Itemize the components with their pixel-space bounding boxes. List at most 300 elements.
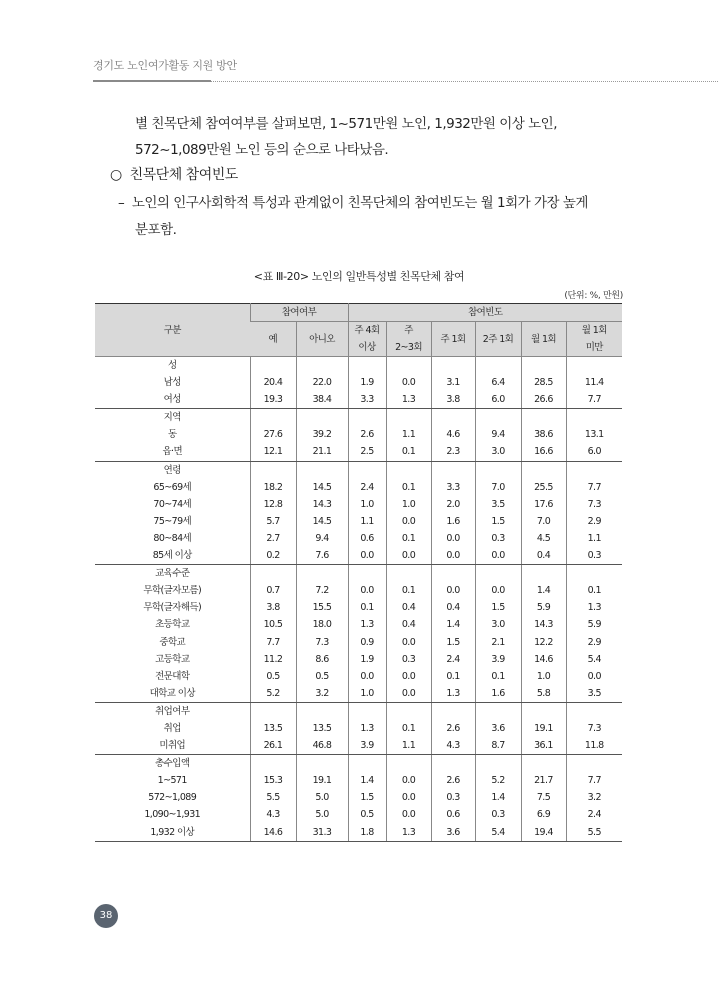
table-cell: 2.6	[431, 772, 475, 789]
column-header-text: 2~3회	[395, 342, 422, 353]
table-cell: 1.1	[566, 530, 622, 547]
table-cell: 11.2	[250, 651, 296, 668]
empty-cell	[296, 702, 348, 720]
table-cell: 0.1	[386, 582, 431, 599]
table-cell: 0.3	[475, 530, 521, 547]
empty-cell	[348, 755, 386, 773]
paragraph-line: 분포함.	[135, 222, 177, 238]
column-header-text: 아니오	[309, 333, 335, 345]
table-row	[95, 737, 622, 755]
empty-cell	[386, 461, 431, 479]
table-row	[95, 479, 622, 496]
table-section-row	[95, 702, 622, 720]
row-label: 65~69세	[153, 481, 192, 493]
table-cell: 4.3	[250, 806, 296, 823]
table-cell: 1.3	[386, 824, 431, 842]
table-cell: 10.5	[250, 616, 296, 633]
table-cell: 7.7	[566, 772, 622, 789]
table-cell: 19.1	[521, 720, 566, 737]
table-section-row	[95, 461, 622, 479]
column-header-text: 2주 1회	[482, 333, 514, 345]
table-cell: 22.0	[296, 374, 348, 391]
table-cell: 5.4	[475, 824, 521, 842]
empty-cell	[296, 565, 348, 583]
table-cell: 8.6	[296, 651, 348, 668]
table-cell: 2.5	[348, 443, 386, 461]
empty-cell	[348, 702, 386, 720]
table-cell: 1.9	[348, 651, 386, 668]
section-label: 지역	[163, 412, 181, 424]
table-cell: 0.1	[386, 720, 431, 737]
empty-cell	[386, 755, 431, 773]
table-cell: 1.9	[348, 374, 386, 391]
table-cell: 15.5	[296, 599, 348, 616]
table-cell: 5.7	[250, 513, 296, 530]
table-cell: 1.4	[475, 789, 521, 806]
table-cell: 1.0	[348, 496, 386, 513]
empty-cell	[475, 461, 521, 479]
dash-item-text: 노인의 인구사회학적 특성과 관계없이 친목단체의 참여빈도는 월 1회가 가장 높게	[131, 195, 588, 211]
running-header: 경기도 노인여가활동 지원 방안	[93, 59, 237, 72]
table-cell: 39.2	[296, 426, 348, 443]
table-cell: 0.1	[386, 479, 431, 496]
table-cell: 21.7	[521, 772, 566, 789]
table-cell: 0.0	[386, 374, 431, 391]
table-row	[95, 616, 622, 633]
table-cell: 0.1	[386, 530, 431, 547]
empty-cell	[475, 702, 521, 720]
table-cell: 2.9	[566, 634, 622, 651]
table-cell: 25.5	[521, 479, 566, 496]
table-cell: 12.1	[250, 443, 296, 461]
empty-cell	[431, 702, 475, 720]
table-cell: 6.4	[475, 374, 521, 391]
column-header	[386, 322, 431, 357]
table-cell: 5.8	[521, 685, 566, 703]
table-cell: 14.6	[521, 651, 566, 668]
row-label: 75~79세	[153, 515, 192, 527]
table-cell: 3.3	[431, 479, 475, 496]
table-cell: 0.0	[348, 668, 386, 685]
table-cell: 5.9	[521, 599, 566, 616]
table-row	[95, 513, 622, 530]
row-label: 미취업	[95, 737, 250, 755]
empty-cell	[386, 409, 431, 427]
table-cell: 36.1	[521, 737, 566, 755]
column-header	[566, 322, 622, 357]
empty-cell	[431, 461, 475, 479]
table-row	[95, 443, 622, 461]
paragraph-line: 별 친목단체 참여여부를 살펴보면, 1~571만원 노인, 1,932만원 이상 노인,	[135, 116, 558, 132]
table-cell: 9.4	[296, 530, 348, 547]
table-cell: 5.0	[296, 806, 348, 823]
empty-cell	[521, 461, 566, 479]
stats-table	[95, 303, 622, 842]
table-row	[95, 772, 622, 789]
empty-cell	[521, 357, 566, 375]
table-cell: 2.3	[431, 443, 475, 461]
table-unit: (단위: %, 만원)	[564, 291, 623, 301]
table-section-row	[95, 755, 622, 773]
table-cell: 0.0	[431, 530, 475, 547]
row-label: 80~84세	[153, 532, 192, 544]
empty-cell	[296, 755, 348, 773]
table-cell: 0.3	[431, 789, 475, 806]
empty-cell	[431, 357, 475, 375]
table-cell: 0.1	[475, 668, 521, 685]
table-cell: 0.1	[431, 668, 475, 685]
table-cell: 3.8	[431, 391, 475, 409]
row-label: 1,090~1,931	[144, 809, 201, 821]
table-row	[95, 789, 622, 806]
row-label: 85세 이상	[95, 547, 250, 565]
empty-cell	[250, 409, 296, 427]
table-cell: 7.0	[521, 513, 566, 530]
empty-cell	[521, 755, 566, 773]
table-cell: 16.6	[521, 443, 566, 461]
table-cell: 0.6	[431, 806, 475, 823]
empty-cell	[475, 357, 521, 375]
row-label: 무학(글자모름)	[143, 585, 202, 597]
header-group-frequency: 참여빈도	[348, 304, 622, 322]
table-cell: 0.1	[566, 582, 622, 599]
section-label: 성	[167, 360, 177, 371]
table-cell: 2.4	[566, 806, 622, 823]
empty-cell	[250, 755, 296, 773]
table-row	[95, 668, 622, 685]
table-cell: 15.3	[250, 772, 296, 789]
row-label: 취업	[163, 722, 181, 734]
table-cell: 26.6	[521, 391, 566, 409]
table-cell: 4.5	[521, 530, 566, 547]
table-cell: 0.6	[348, 530, 386, 547]
table-cell: 3.0	[475, 443, 521, 461]
table-cell: 5.5	[250, 789, 296, 806]
empty-cell	[431, 409, 475, 427]
table-cell: 1.5	[348, 789, 386, 806]
table-cell: 7.0	[475, 479, 521, 496]
table-cell: 7.3	[566, 496, 622, 513]
table-cell: 1.0	[521, 668, 566, 685]
table-cell: 7.7	[566, 391, 622, 409]
empty-cell	[348, 565, 386, 583]
empty-cell	[250, 702, 296, 720]
table-cell: 1.5	[475, 599, 521, 616]
table-cell: 0.0	[348, 582, 386, 599]
table-cell: 17.6	[521, 496, 566, 513]
table-cell: 38.6	[521, 426, 566, 443]
empty-cell	[296, 461, 348, 479]
column-header	[250, 322, 296, 357]
table-cell: 2.6	[431, 720, 475, 737]
table-cell: 1.3	[348, 720, 386, 737]
table-cell: 38.4	[296, 391, 348, 409]
column-header	[348, 322, 386, 357]
table-row	[95, 824, 622, 842]
table-cell: 7.2	[296, 582, 348, 599]
section-label: 연령	[163, 464, 181, 476]
table-cell: 0.0	[386, 634, 431, 651]
section-label: 취업여부	[155, 705, 190, 717]
table-cell: 1.5	[431, 634, 475, 651]
table-row	[95, 391, 622, 409]
column-header	[475, 322, 521, 357]
table-cell: 2.0	[431, 496, 475, 513]
empty-cell	[250, 357, 296, 375]
empty-cell	[521, 565, 566, 583]
table-cell: 0.0	[386, 789, 431, 806]
table-cell: 19.4	[521, 824, 566, 842]
table-cell: 6.0	[475, 391, 521, 409]
table-row	[95, 806, 622, 823]
column-header	[431, 322, 475, 357]
table-cell: 7.7	[250, 634, 296, 651]
column-header-text: 주	[404, 325, 413, 336]
table-row	[95, 582, 622, 599]
table-cell: 31.3	[296, 824, 348, 842]
column-header	[296, 322, 348, 357]
table-row	[95, 530, 622, 547]
row-label: 무학(글자해득)	[143, 602, 202, 614]
row-label: 읍·면	[95, 443, 250, 461]
dash-bullet-icon: –	[118, 195, 125, 211]
table-cell: 18.0	[296, 616, 348, 633]
table-cell: 0.0	[348, 547, 386, 565]
table-cell: 3.0	[475, 616, 521, 633]
empty-cell	[521, 409, 566, 427]
table-cell: 0.0	[386, 668, 431, 685]
table-cell: 5.2	[475, 772, 521, 789]
table-cell: 6.0	[566, 443, 622, 461]
table-cell: 11.8	[566, 737, 622, 755]
row-label: 고등학교	[155, 653, 190, 665]
column-header-text: 이상	[358, 342, 376, 353]
table-cell: 1.3	[348, 616, 386, 633]
table-cell: 5.0	[296, 789, 348, 806]
empty-cell	[348, 357, 386, 375]
column-header-text: 주 4회	[354, 325, 380, 336]
table-cell: 3.1	[431, 374, 475, 391]
table-cell: 1.8	[348, 824, 386, 842]
empty-cell	[566, 409, 622, 427]
row-label: 중학교	[159, 636, 186, 648]
empty-cell	[386, 702, 431, 720]
empty-cell	[431, 755, 475, 773]
table-cell: 1.6	[431, 513, 475, 530]
table-section-row	[95, 409, 622, 427]
table-cell: 0.0	[386, 513, 431, 530]
table-cell: 1.4	[431, 616, 475, 633]
table-cell: 14.3	[296, 496, 348, 513]
row-label: 초등학교	[155, 619, 190, 631]
table-cell: 7.3	[566, 720, 622, 737]
column-header	[521, 322, 566, 357]
table-cell: 1.0	[348, 685, 386, 703]
table-cell: 5.2	[250, 685, 296, 703]
table-cell: 0.0	[431, 547, 475, 565]
table-cell: 1.3	[431, 685, 475, 703]
table-cell: 7.5	[521, 789, 566, 806]
empty-cell	[566, 357, 622, 375]
table-cell: 0.4	[521, 547, 566, 565]
table-cell: 0.0	[386, 806, 431, 823]
table-cell: 3.8	[250, 599, 296, 616]
table-cell: 21.1	[296, 443, 348, 461]
table-row	[95, 599, 622, 616]
empty-cell	[475, 409, 521, 427]
table-cell: 14.5	[296, 479, 348, 496]
table-cell: 0.2	[250, 547, 296, 565]
circle-bullet-icon: ○	[110, 167, 122, 183]
table-cell: 5.4	[566, 651, 622, 668]
empty-cell	[431, 565, 475, 583]
table-cell: 13.5	[296, 720, 348, 737]
table-cell: 13.1	[566, 426, 622, 443]
column-header-text: 예	[268, 333, 278, 345]
row-label: 1~571	[157, 775, 187, 787]
table-cell: 0.4	[386, 616, 431, 633]
table-row	[95, 374, 622, 391]
row-label: 1,932 이상	[95, 824, 250, 842]
table-cell: 0.3	[475, 806, 521, 823]
table-cell: 20.4	[250, 374, 296, 391]
table-cell: 3.9	[475, 651, 521, 668]
table-cell: 19.1	[296, 772, 348, 789]
table-cell: 0.5	[250, 668, 296, 685]
table-cell: 0.7	[250, 582, 296, 599]
column-header-text: 월 1회	[530, 333, 557, 345]
header-group-participation: 참여여부	[250, 304, 348, 322]
row-label: 남성	[163, 377, 181, 389]
table-cell: 4.6	[431, 426, 475, 443]
table-cell: 3.6	[475, 720, 521, 737]
table-cell: 5.9	[566, 616, 622, 633]
empty-cell	[475, 565, 521, 583]
row-label: 동	[167, 429, 177, 441]
header-dotted-rule	[211, 81, 718, 82]
table-cell: 1.3	[566, 599, 622, 616]
row-label: 대학교 이상	[95, 685, 250, 703]
table-cell: 0.3	[566, 547, 622, 565]
table-cell: 3.6	[431, 824, 475, 842]
row-label: 여성	[95, 391, 250, 409]
table-cell: 0.0	[431, 582, 475, 599]
row-label: 572~1,089	[148, 792, 197, 804]
empty-cell	[386, 565, 431, 583]
empty-cell	[566, 755, 622, 773]
table-cell: 5.5	[566, 824, 622, 842]
table-cell: 12.2	[521, 634, 566, 651]
row-label: 전문대학	[155, 670, 190, 682]
table-cell: 28.5	[521, 374, 566, 391]
table-cell: 3.9	[348, 737, 386, 755]
table-cell: 12.8	[250, 496, 296, 513]
header-rule	[93, 80, 211, 82]
table-row	[95, 496, 622, 513]
table-cell: 0.1	[386, 443, 431, 461]
table-cell: 0.5	[296, 668, 348, 685]
empty-cell	[475, 755, 521, 773]
table-cell: 1.1	[348, 513, 386, 530]
table-section-row	[95, 565, 622, 583]
table-section-row	[95, 357, 622, 375]
header-category: 구분	[95, 304, 250, 357]
table-cell: 46.8	[296, 737, 348, 755]
table-cell: 1.5	[475, 513, 521, 530]
page-number: 38	[94, 904, 118, 928]
table-cell: 1.1	[386, 426, 431, 443]
table-cell: 3.3	[348, 391, 386, 409]
table-cell: 0.0	[475, 582, 521, 599]
table-cell: 0.0	[475, 547, 521, 565]
row-label: 70~74세	[153, 498, 192, 510]
empty-cell	[566, 461, 622, 479]
table-cell: 0.0	[386, 772, 431, 789]
empty-cell	[566, 565, 622, 583]
table-cell: 0.4	[386, 599, 431, 616]
table-row	[95, 685, 622, 703]
table-row	[95, 651, 622, 668]
table-cell: 3.2	[566, 789, 622, 806]
table-title: <표 Ⅲ-20> 노인의 일반특성별 친목단체 참여	[253, 270, 465, 283]
column-header-text: 월 1회	[581, 325, 607, 336]
table-cell: 8.7	[475, 737, 521, 755]
empty-cell	[566, 702, 622, 720]
empty-cell	[521, 702, 566, 720]
table-cell: 0.0	[566, 668, 622, 685]
table-cell: 27.6	[250, 426, 296, 443]
table-row	[95, 547, 622, 565]
table-cell: 1.4	[348, 772, 386, 789]
dash-item	[118, 191, 588, 211]
empty-cell	[348, 461, 386, 479]
section-heading	[110, 164, 238, 184]
table-cell: 18.2	[250, 479, 296, 496]
table-row	[95, 634, 622, 651]
table-cell: 19.3	[250, 391, 296, 409]
table-cell: 1.1	[386, 737, 431, 755]
table-cell: 7.3	[296, 634, 348, 651]
table-cell: 7.7	[566, 479, 622, 496]
section-heading-text: 친목단체 참여빈도	[129, 167, 238, 183]
table-cell: 0.0	[386, 685, 431, 703]
table-cell: 2.6	[348, 426, 386, 443]
table-cell: 14.3	[521, 616, 566, 633]
column-header-text: 미만	[585, 342, 603, 353]
empty-cell	[250, 461, 296, 479]
empty-cell	[386, 357, 431, 375]
table-cell: 14.5	[296, 513, 348, 530]
table-cell: 13.5	[250, 720, 296, 737]
table-cell: 9.4	[475, 426, 521, 443]
table-cell: 3.5	[475, 496, 521, 513]
empty-cell	[296, 357, 348, 375]
column-header-text: 주 1회	[440, 333, 466, 345]
table-cell: 0.1	[348, 599, 386, 616]
section-label: 총수입액	[155, 758, 190, 770]
paragraph-line: 572~1,089만원 노인 등의 순으로 나타났음.	[135, 142, 389, 158]
table-cell: 1.6	[475, 685, 521, 703]
table-cell: 0.9	[348, 634, 386, 651]
table-cell: 2.1	[475, 634, 521, 651]
table-cell: 0.0	[386, 547, 431, 565]
section-label: 교육수준	[155, 568, 190, 580]
table-cell: 4.3	[431, 737, 475, 755]
empty-cell	[348, 409, 386, 427]
table-cell: 1.3	[386, 391, 431, 409]
table-cell: 11.4	[566, 374, 622, 391]
table-cell: 0.3	[386, 651, 431, 668]
